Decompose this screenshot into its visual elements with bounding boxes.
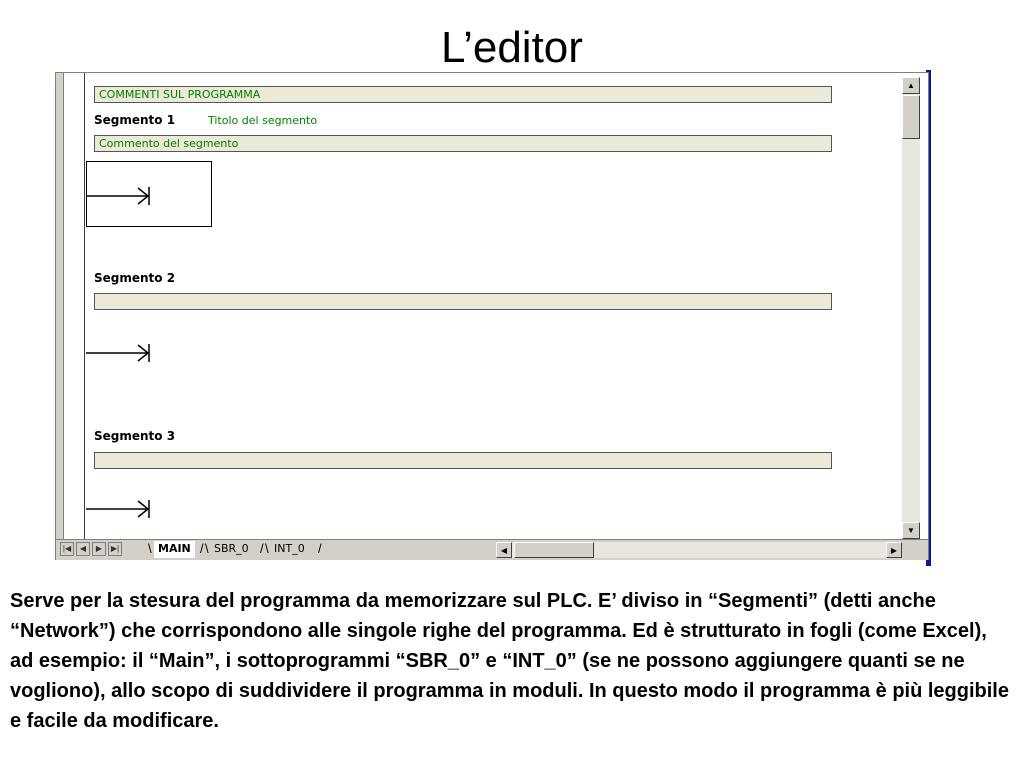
- first-sheet-button[interactable]: [60, 542, 74, 556]
- next-page-icon: ▶: [95, 544, 103, 553]
- segment-3-comment-field[interactable]: [94, 452, 832, 469]
- slide-title: L’editor: [441, 23, 583, 72]
- segment-2-label: Segmento 2: [94, 271, 176, 285]
- segment-1-title[interactable]: Titolo del segmento: [208, 114, 318, 127]
- rung-start-icon[interactable]: [86, 494, 156, 524]
- program-comment-field[interactable]: COMMENTI SUL PROGRAMMA: [94, 86, 832, 103]
- slide-description: Serve per la stesura del programma da memorizzare sul PLC. E’ diviso in “Segmenti” (detti anche “Network”) che corrispondono alle singole righe del programma. Ed è strutturato in fogli (come Excel), ad esempio: il “Main”, i sottoprogrammi “SBR_0” e “INT_0” (se ne possono aggiungere quanti se ne vogliono), allo scopo di suddividere il programma in moduli. In questo modo il programma è più leggibile e facile da modificare.: [10, 590, 1009, 732]
- next-sheet-button[interactable]: [92, 542, 106, 556]
- rung-start-icon[interactable]: [86, 181, 156, 211]
- scroll-right-button[interactable]: [886, 542, 902, 558]
- arrow-down-icon: ▼: [907, 526, 915, 535]
- segment-3-label: Segmento 3: [94, 429, 176, 443]
- segment-2-comment-field[interactable]: [94, 293, 832, 310]
- prev-page-icon: ◀: [79, 544, 87, 553]
- last-page-icon: ▶|: [110, 544, 120, 553]
- tab-int-0[interactable]: INT_0: [274, 542, 305, 555]
- rung-start-icon[interactable]: [86, 338, 156, 368]
- scroll-down-button[interactable]: [902, 522, 920, 539]
- tab-sbr-0[interactable]: SBR_0: [214, 542, 249, 555]
- program-editor: [55, 72, 929, 560]
- vertical-scroll-thumb[interactable]: [902, 95, 920, 139]
- segment-1-comment-field[interactable]: Commento del segmento: [94, 135, 832, 152]
- editor-left-margin: [56, 73, 64, 541]
- horizontal-scrollbar[interactable]: [496, 542, 902, 558]
- first-page-icon: |◀: [62, 544, 72, 553]
- arrow-left-icon: ◀: [500, 546, 508, 555]
- vertical-scrollbar[interactable]: [902, 77, 920, 539]
- segment-1-label: Segmento 1: [94, 113, 176, 127]
- prev-sheet-button[interactable]: [76, 542, 90, 556]
- tab-main[interactable]: MAIN: [154, 541, 195, 558]
- arrow-right-icon: ▶: [890, 546, 898, 555]
- scroll-left-button[interactable]: [496, 542, 512, 558]
- last-sheet-button[interactable]: [108, 542, 122, 556]
- power-rail-gutter: [64, 73, 85, 541]
- horizontal-scroll-thumb[interactable]: [514, 542, 594, 558]
- sheet-tab-bar: |◀ ◀ ▶ ▶| \ MAIN / \ SBR_0 / \ INT_0 / ◀ ▶: [56, 539, 928, 560]
- arrow-up-icon: ▲: [907, 81, 915, 90]
- scroll-up-button[interactable]: [902, 77, 920, 94]
